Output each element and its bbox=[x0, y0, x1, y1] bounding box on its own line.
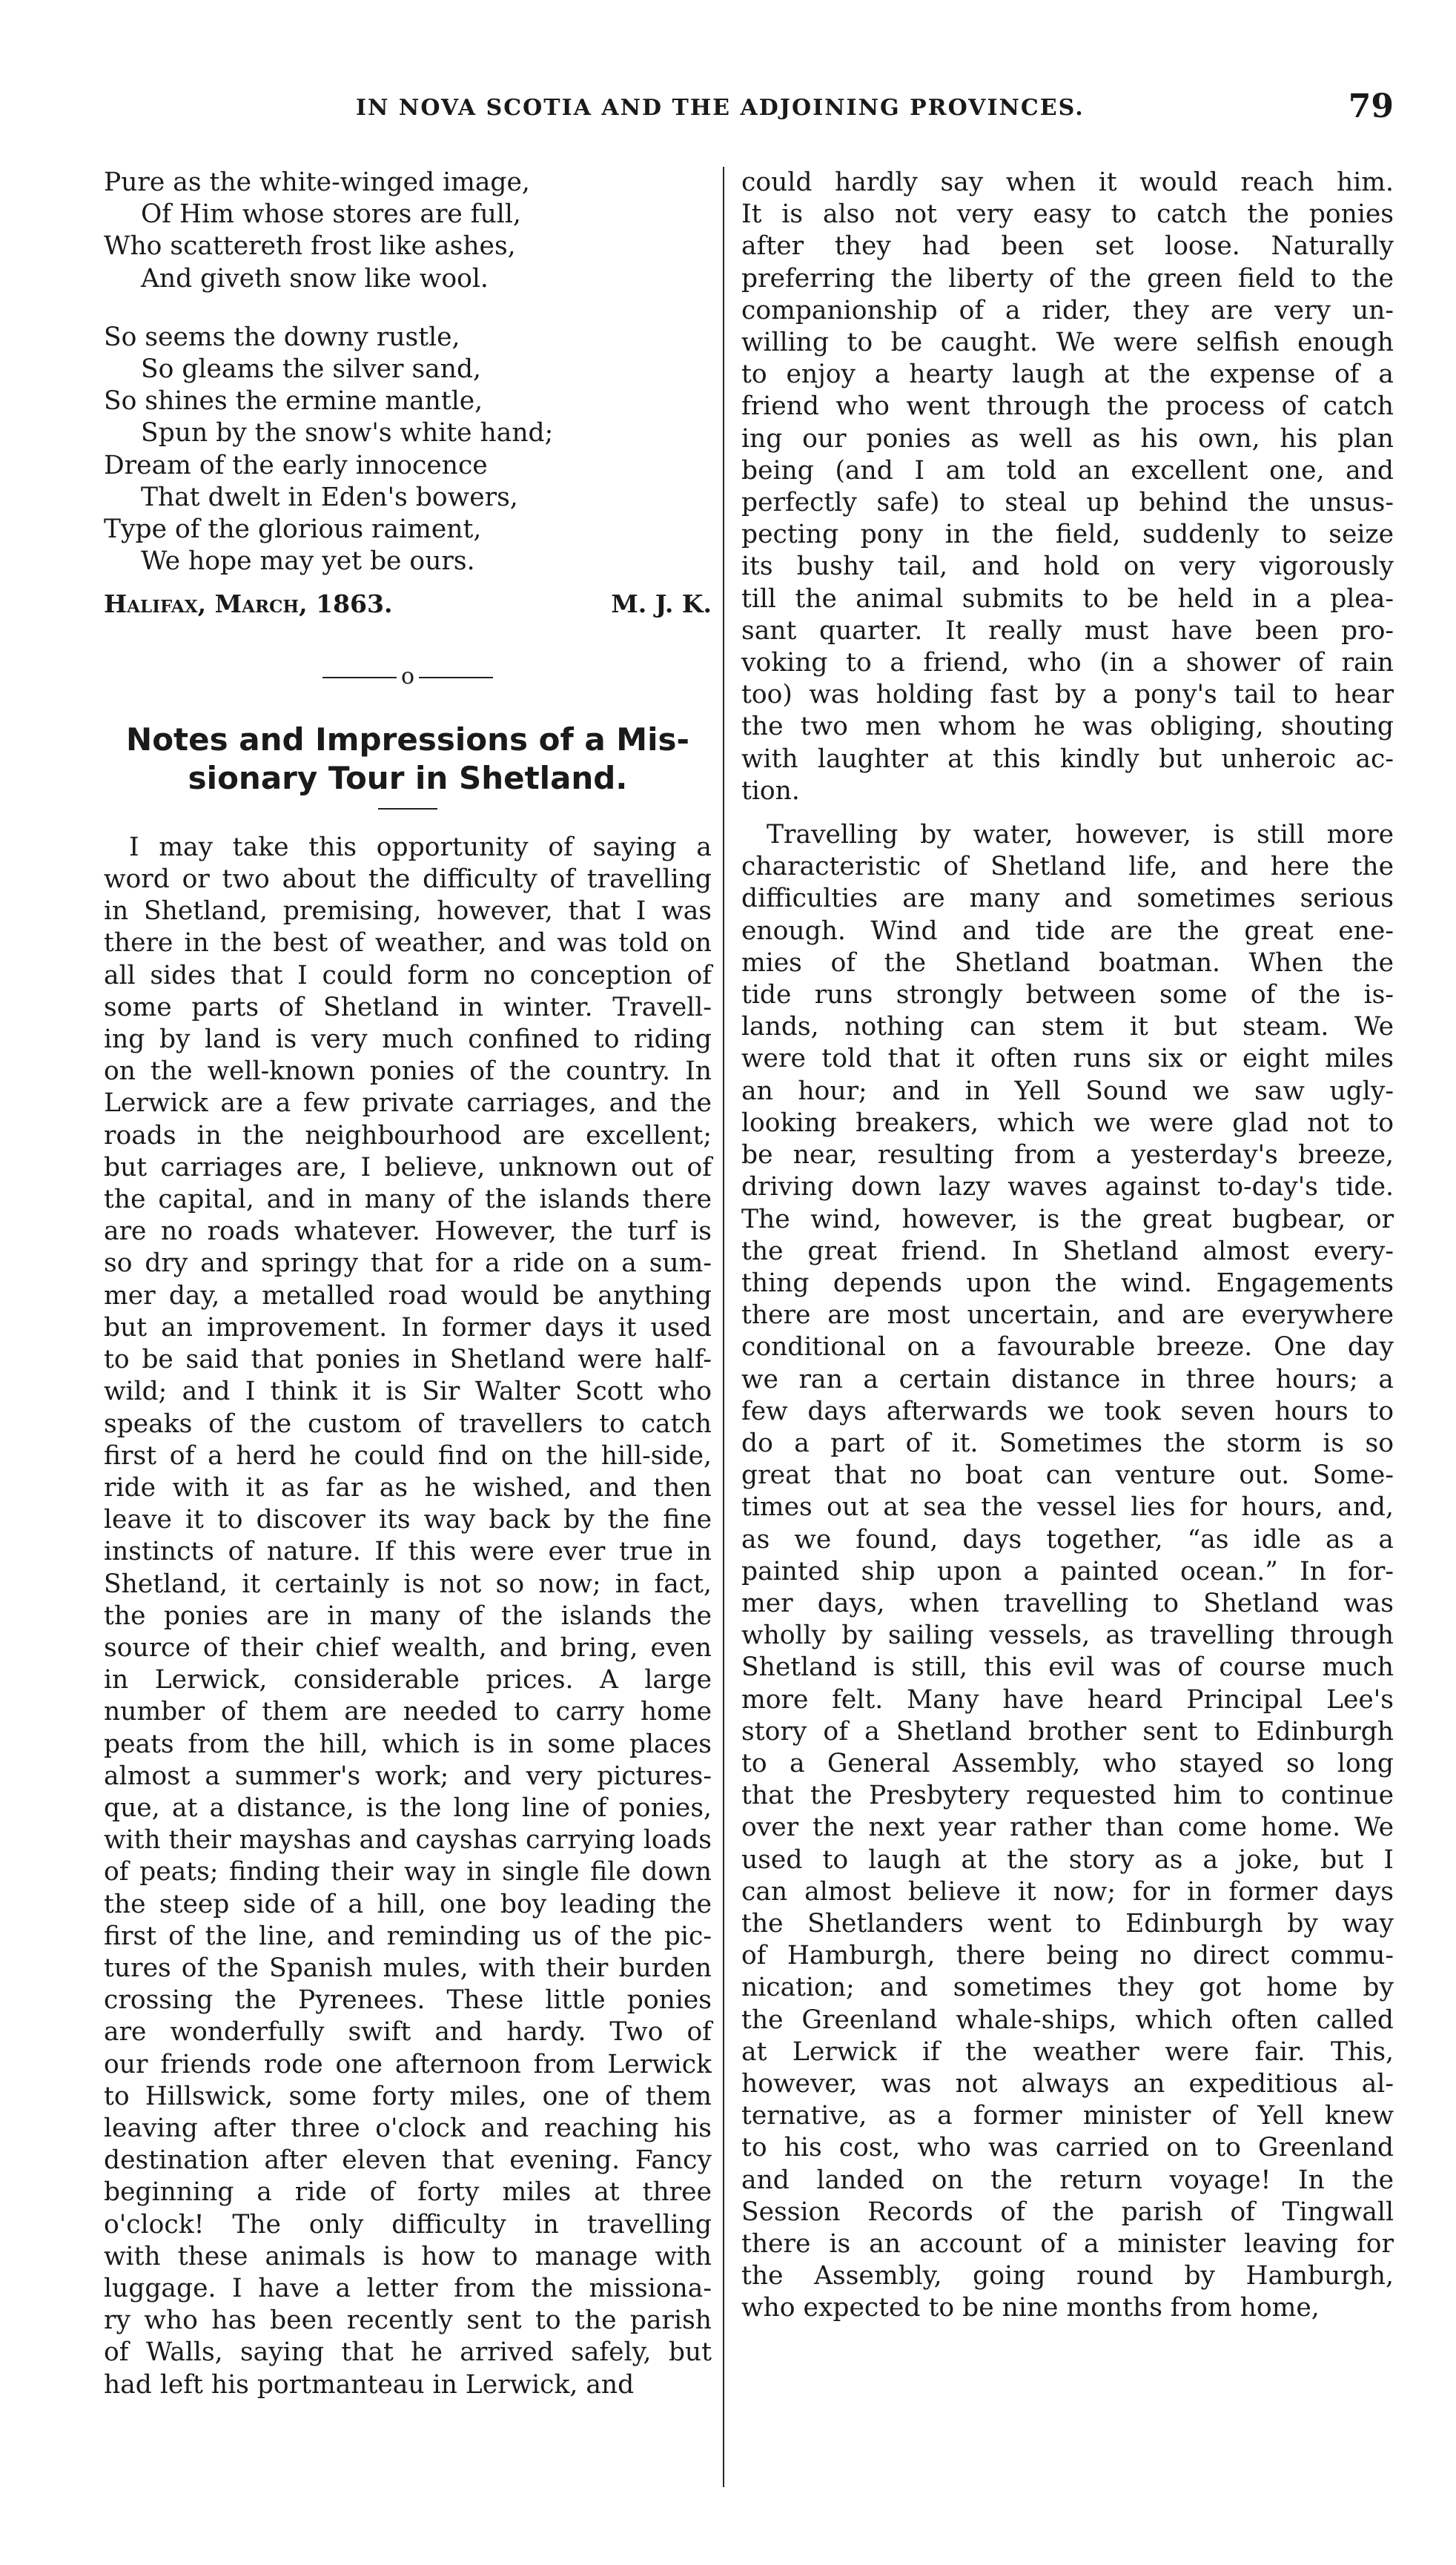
right-column bbox=[741, 167, 1394, 2325]
poem-line: Type of the glorious raiment, bbox=[104, 514, 482, 545]
left-column bbox=[104, 167, 712, 2401]
poem-stanza-2 bbox=[104, 322, 712, 578]
text-line: at Lerwick if the weather were fair. This, bbox=[741, 2036, 1394, 2067]
text-line: instincts of nature. If this were ever true in bbox=[104, 1537, 712, 1567]
text-line: Shetland, it certainly is not so now; in fact, bbox=[104, 1569, 712, 1599]
text-line: however, was not always an expeditious al- bbox=[741, 2068, 1394, 2099]
poem-line: Who scattereth frost like ashes, bbox=[104, 231, 516, 262]
text-line: the Assembly, going round by Hamburgh, bbox=[741, 2261, 1394, 2291]
article-body-left bbox=[104, 832, 712, 2401]
text-line: times out at sea the vessel lies for hours, and, bbox=[741, 1492, 1394, 1523]
text-line: and landed on the return voyage! In the bbox=[741, 2165, 1394, 2195]
text-line: to enjoy a hearty laugh at the expense of a bbox=[741, 360, 1394, 390]
poem-signature bbox=[104, 588, 712, 620]
text-line: the steep side of a hill, one boy leading the bbox=[104, 1889, 712, 1919]
text-line: ing by land is very much confined to riding bbox=[104, 1025, 712, 1055]
text-line: wild; and I think it is Sir Walter Scott who bbox=[104, 1377, 712, 1407]
text-line: with laughter at this kindly but unheroic ac- bbox=[741, 744, 1394, 774]
text-line: that the Presbytery requested him to continue bbox=[741, 1781, 1394, 1811]
text-line: but an improvement. In former days it used bbox=[104, 1312, 712, 1343]
text-line: there is an account of a minister leaving for bbox=[741, 2229, 1394, 2259]
text-line: first of a herd he could find on the hill-side, bbox=[104, 1440, 712, 1471]
text-line: too) was holding fast by a pony's tail to hear bbox=[741, 680, 1394, 710]
text-line: great that no boat can venture out. Some- bbox=[741, 1460, 1394, 1491]
text-line: till the animal submits to be held in a plea- bbox=[741, 583, 1394, 614]
text-line: mer days, when travelling to Shetland was bbox=[741, 1588, 1394, 1618]
text-line: do a part of it. Sometimes the storm is so bbox=[741, 1428, 1394, 1458]
poem bbox=[104, 167, 712, 620]
text-line: more felt. Many have heard Principal Lee's bbox=[741, 1684, 1394, 1715]
text-line: all sides that I could form no conception of bbox=[104, 960, 712, 990]
text-line: beginning a ride of forty miles at three bbox=[104, 2177, 712, 2208]
title-rule bbox=[378, 808, 437, 810]
text-line: conditional on a favourable breeze. One day bbox=[741, 1332, 1394, 1363]
text-line: friend who went through the process of catch bbox=[741, 391, 1394, 422]
running-header bbox=[104, 87, 1394, 139]
text-line: the ponies are in many of the islands the bbox=[104, 1601, 712, 1631]
text-line: with their mayshas and cayshas carrying loads bbox=[104, 1825, 712, 1856]
poem-line: Spun by the snow's white hand; bbox=[141, 418, 554, 449]
text-line: The wind, however, is the great bugbear, or bbox=[741, 1204, 1394, 1234]
text-line: were told that it often runs six or eight miles bbox=[741, 1044, 1394, 1074]
article-title bbox=[104, 721, 712, 798]
text-line: to a General Assembly, who stayed so long bbox=[741, 1748, 1394, 1778]
text-line: tures of the Spanish mules, with their burden bbox=[104, 1953, 712, 1983]
running-head: IN NOVA SCOTIA AND THE ADJOINING PROVINCES. bbox=[356, 95, 1085, 121]
text-line: the Greenland whale-ships, which often called bbox=[741, 2005, 1394, 2035]
text-line: are no roads whatever. However, the turf is bbox=[104, 1217, 712, 1247]
text-line: are wonderfully swift and hardy. Two of bbox=[104, 2017, 712, 2048]
text-line: in Lerwick, considerable prices. A large bbox=[104, 1665, 712, 1695]
section-separator bbox=[104, 661, 712, 692]
text-line: willing to be caught. We were selfish enough bbox=[741, 328, 1394, 358]
text-line: peats from the hill, which is in some places bbox=[104, 1729, 712, 1759]
text-line: leave it to discover its way back by the fine bbox=[104, 1505, 712, 1535]
text-line: difficulties are many and sometimes serious bbox=[741, 884, 1394, 914]
poem-line: So gleams the silver sand, bbox=[141, 354, 482, 385]
text-line: we ran a certain distance in three hours; a bbox=[741, 1364, 1394, 1394]
text-line: who expected to be nine months from home, bbox=[741, 2293, 1320, 2323]
poem-line: We hope may yet be ours. bbox=[141, 546, 475, 577]
text-line: could hardly say when it would reach him. bbox=[741, 168, 1394, 197]
poem-line: Pure as the white-winged image, bbox=[104, 168, 530, 197]
column-rule bbox=[723, 167, 724, 2487]
text-line: thing depends upon the wind. Engagements bbox=[741, 1268, 1394, 1298]
text-line: of Hamburgh, there being no direct commu- bbox=[741, 1941, 1394, 1971]
poem-stanza-1 bbox=[104, 167, 712, 295]
text-line: Travelling by water, however, is still more bbox=[767, 820, 1394, 850]
poem-line: Dream of the early innocence bbox=[104, 450, 488, 480]
text-line: with these animals is how to manage with bbox=[104, 2241, 712, 2271]
text-line: luggage. I have a letter from the missiona- bbox=[104, 2273, 712, 2303]
text-line: story of a Shetland brother sent to Edinburgh bbox=[741, 1716, 1394, 1747]
text-line: its bushy tail, and hold on very vigorously bbox=[741, 552, 1394, 582]
stanza-gap bbox=[104, 295, 712, 322]
text-line: wholly by sailing vessels, as travelling through bbox=[741, 1621, 1394, 1651]
text-line: some parts of Shetland in winter. Travell- bbox=[104, 992, 712, 1022]
text-line: perfectly safe) to steal up behind the unsus- bbox=[741, 488, 1394, 518]
text-line: source of their chief wealth, and bring, even bbox=[104, 1632, 712, 1663]
poem-line: So seems the downy rustle, bbox=[104, 322, 460, 352]
text-line: being (and I am told an excellent one, and bbox=[741, 455, 1394, 486]
poem-line: Of Him whose stores are full, bbox=[141, 199, 521, 230]
poem-line: And giveth snow like wool. bbox=[141, 263, 489, 294]
text-line: in Shetland, premising, however, that I was bbox=[104, 896, 712, 927]
text-line: the Shetlanders went to Edinburgh by way bbox=[741, 1908, 1394, 1939]
poem-place-date: Halifax, March, 1863. bbox=[104, 589, 393, 619]
text-line: roads in the neighbourhood are excellent; bbox=[104, 1120, 712, 1151]
text-line: companionship of a rider, they are very un- bbox=[741, 295, 1394, 325]
separator-rule bbox=[322, 677, 397, 678]
text-line: used to laugh at the story as a joke, but I bbox=[741, 1844, 1394, 1875]
text-line: lands, nothing can stem it but steam. We bbox=[741, 1012, 1394, 1042]
text-line: on the well-known ponies of the country. In bbox=[104, 1056, 712, 1087]
text-line: almost a summer's work; and very pictures- bbox=[104, 1761, 712, 1791]
text-line: voking to a friend, who (in a shower of rain bbox=[741, 648, 1394, 678]
text-line: our friends rode one afternoon from Lerwick bbox=[104, 2049, 712, 2079]
text-line: number of them are needed to carry home bbox=[104, 1697, 712, 1727]
text-line: so dry and springy that for a ride on a sum- bbox=[104, 1248, 712, 1279]
text-line: of Walls, saying that he arrived safely, but bbox=[104, 2337, 712, 2368]
text-line: an hour; and in Yell Sound we saw ugly- bbox=[741, 1076, 1394, 1106]
text-line: pecting pony in the field, suddenly to seize bbox=[741, 520, 1394, 550]
poem-initials: M. J. K. bbox=[611, 589, 712, 619]
text-line: to be said that ponies in Shetland were half- bbox=[104, 1345, 712, 1375]
separator-rule bbox=[419, 677, 493, 678]
poem-line: That dwelt in Eden's bowers, bbox=[141, 482, 518, 512]
text-line: after they had been set loose. Naturally bbox=[741, 231, 1394, 262]
text-line: ride with it as far as he wished, and then bbox=[104, 1472, 712, 1503]
text-line: mer day, a metalled road would be anything bbox=[104, 1280, 712, 1311]
text-line: the great friend. In Shetland almost every- bbox=[741, 1236, 1394, 1266]
article-title-line: Notes and Impressions of a Mis- bbox=[126, 721, 689, 758]
text-line: over the next year rather than come home. We bbox=[741, 1813, 1394, 1843]
paragraph bbox=[741, 167, 1394, 807]
poem-line: So shines the ermine mantle, bbox=[104, 386, 483, 417]
text-line: sant quarter. It really must have been pro- bbox=[741, 615, 1394, 646]
text-line: crossing the Pyrenees. These little ponies bbox=[104, 1985, 712, 2016]
text-line: few days afterwards we took seven hours to bbox=[741, 1396, 1394, 1426]
text-line: preferring the liberty of the green field to the bbox=[741, 263, 1394, 294]
text-line: leaving after three o'clock and reaching his bbox=[104, 2113, 712, 2143]
text-line: Lerwick are a few private carriages, and the bbox=[104, 1088, 712, 1119]
text-line: as we found, days together, “as idle as a bbox=[741, 1524, 1394, 1555]
text-line: ing our ponies as well as his own, his plan bbox=[741, 423, 1394, 454]
text-line: to Hillswick, some forty miles, one of them bbox=[104, 2081, 712, 2111]
text-line: It is also not very easy to catch the ponies bbox=[741, 199, 1394, 230]
text-line: destination after eleven that evening. Fancy bbox=[104, 2145, 712, 2176]
text-line: of peats; finding their way in single file down bbox=[104, 1857, 712, 1887]
text-line: speaks of the custom of travellers to catch bbox=[104, 1409, 712, 1439]
text-line: looking breakers, which we were glad not to bbox=[741, 1108, 1394, 1138]
paragraph bbox=[741, 819, 1394, 2325]
text-line: que, at a distance, is the long line of ponies, bbox=[104, 1793, 712, 1823]
text-line: to his cost, who was carried on to Greenland bbox=[741, 2133, 1394, 2163]
text-line: Session Records of the parish of Tingwall bbox=[741, 2197, 1394, 2227]
text-line: word or two about the difficulty of travelling bbox=[104, 864, 712, 895]
text-line: enough. Wind and tide are the great ene- bbox=[741, 916, 1394, 946]
text-line: nication; and sometimes they got home by bbox=[741, 1973, 1394, 2003]
text-line: tion. bbox=[741, 775, 800, 806]
text-line: be near, resulting from a yesterday's breeze, bbox=[741, 1140, 1394, 1171]
text-line: there are most uncertain, and are everywhere bbox=[741, 1300, 1394, 1331]
page-number: 79 bbox=[1348, 87, 1394, 125]
text-line: ternative, as a former minister of Yell knew bbox=[741, 2101, 1394, 2131]
text-line: the two men whom he was obliging, shouting bbox=[741, 712, 1394, 742]
text-line: there in the best of weather, and was told on bbox=[104, 928, 712, 959]
text-line: I may take this opportunity of saying a bbox=[129, 832, 712, 862]
text-line: but carriages are, I believe, unknown out of bbox=[104, 1152, 712, 1182]
article-title-line: sionary Tour in Shetland. bbox=[188, 759, 628, 796]
text-line: characteristic of Shetland life, and here the bbox=[741, 852, 1394, 882]
text-line: ry who has been recently sent to the parish bbox=[104, 2306, 712, 2336]
text-line: mies of the Shetland boatman. When the bbox=[741, 947, 1394, 978]
text-line: o'clock! The only difficulty in travelling bbox=[104, 2209, 712, 2240]
text-line: can almost believe it now; for in former days bbox=[741, 1876, 1394, 1907]
text-line: painted ship upon a painted ocean.” In for- bbox=[741, 1556, 1394, 1586]
text-line: tide runs strongly between some of the is- bbox=[741, 980, 1394, 1010]
paragraph-gap bbox=[741, 807, 1394, 819]
text-line: Shetland is still, this evil was of course much bbox=[741, 1652, 1394, 1683]
separator-mark: o bbox=[400, 663, 415, 689]
text-line: driving down lazy waves against to-day's tide. bbox=[741, 1172, 1394, 1202]
text-line: the capital, and in many of the islands there bbox=[104, 1185, 712, 1215]
text-line: first of the line, and reminding us of the pic- bbox=[104, 1921, 712, 1951]
text-line: had left his portmanteau in Lerwick, and bbox=[104, 2369, 635, 2400]
